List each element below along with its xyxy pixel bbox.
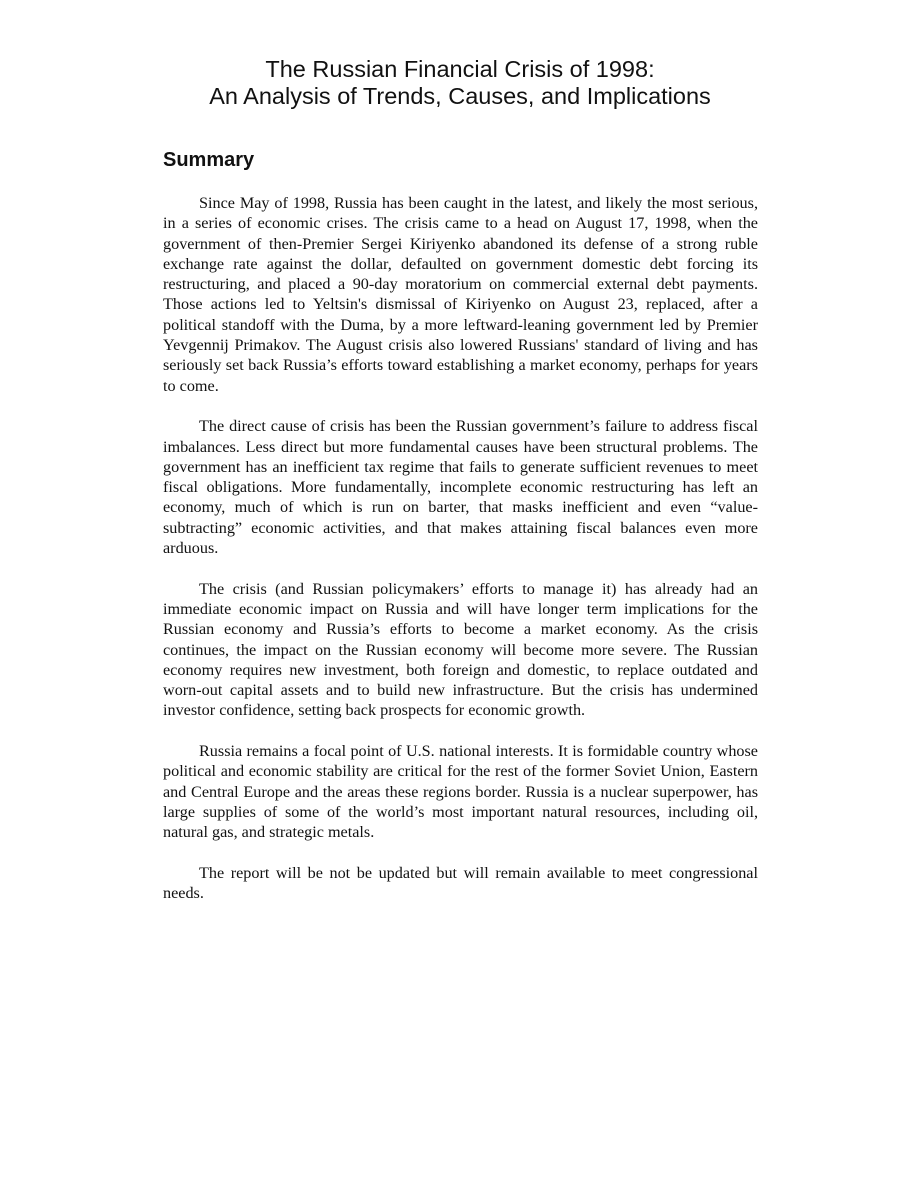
paragraph-crisis-impact: The crisis (and Russian policymakers’ efforts to manage it) has already had an immediate economic impact on Russia and will have longer term implications for the Russian economy and Russia’s efforts to become a market economy. As the crisis continues, the impact on the Russian economy will become more severe. The Russian economy requires new investment, both foreign and domestic, to replace outdated and worn-out capital assets and to build new infrastructure. But the crisis has undermined investor confidence, setting back prospects for economic growth. xyxy=(163,579,758,720)
paragraph-crisis-overview: Since May of 1998, Russia has been caught in the latest, and likely the most serious, in a series of economic crises. The crisis came to a head on August 17, 1998, when the government of then-Premier Sergei Kiriyenko abandoned its defense of a strong ruble exchange rate against the dollar, defaulted on government domestic debt forcing its restructuring, and placed a 90-day moratorium on commercial external debt payments. Those actions led to Yeltsin's dismissal of Kiriyenko on August 23, replaced, after a political standoff with the Duma, by a more leftward-leaning government led by Premier Yevgennij Primakov. The August crisis also lowered Russians' standard of living and has seriously set back Russia’s efforts toward establishing a market economy, perhaps for years to come. xyxy=(163,194,758,395)
document-title xyxy=(0,56,920,110)
paragraph-report-status: The report will be not be updated but will remain available to meet congressional needs. xyxy=(163,863,758,903)
title-line-1: The Russian Financial Crisis of 1998: xyxy=(265,56,655,82)
section-heading-summary: Summary xyxy=(163,149,255,171)
summary-body xyxy=(163,193,758,924)
title-line-2: An Analysis of Trends, Causes, and Implications xyxy=(209,83,711,109)
paragraph-us-interests: Russia remains a focal point of U.S. national interests. It is formidable country whose political and economic stability are critical for the rest of the former Soviet Union, Eastern and Central Europe and the areas these regions border. Russia is a nuclear superpower, has large supplies of some of the world’s most important natural resources, including oil, natural gas, and strategic metals. xyxy=(163,742,758,842)
paragraph-crisis-causes: The direct cause of crisis has been the Russian government’s failure to address fiscal imbalances. Less direct but more fundamental causes have been structural problems. The government has an inefficient tax regime that fails to generate sufficient revenues to meet fiscal obligations. More fundamentally, incomplete economic restructuring has left an economy, much of which is run on barter, that masks inefficient and even “value-subtracting” economic activities, and that makes attaining fiscal balances even more arduous. xyxy=(163,417,758,558)
